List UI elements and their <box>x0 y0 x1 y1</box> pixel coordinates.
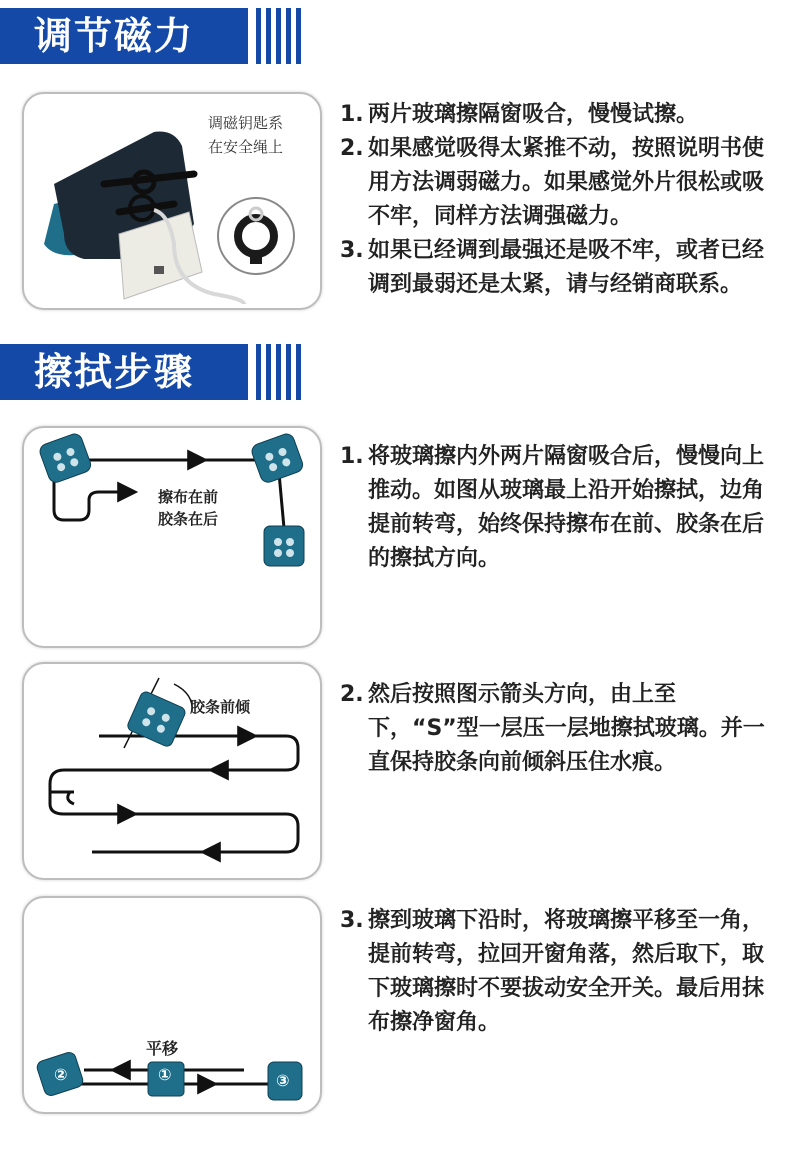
wipe-path-diagram-1 <box>24 428 320 646</box>
strip-back-label: 胶条在后 <box>158 510 219 528</box>
marker-3: ③ <box>276 1071 290 1090</box>
adjust-step-2: 2. 如果感觉吸得太紧推不动，按照说明书使用方法调弱磁力。如果感觉外片很松或吸不牢，同样方法调强磁力。 <box>340 136 765 229</box>
wipe-step-2: 2. 然后按照图示箭头方向，由上至下，“S”型一层压一层地擦拭玻璃。并一直保持胶条向前倾斜压住水痕。 <box>340 682 765 775</box>
wipe-step-1: 1. 将玻璃擦内外两片隔窗吸合后，慢慢向上推动。如图从玻璃最上沿开始擦拭，边角提前转弯，始终保持擦布在前、胶条在后的擦拭方向。 <box>340 444 765 571</box>
s-path-diagram <box>24 664 320 878</box>
key-label-line1: 调磁钥匙系 <box>208 114 284 132</box>
marker-1: ① <box>158 1065 172 1084</box>
adjust-illustration-panel <box>22 92 322 310</box>
translate-label: 平移 <box>146 1039 179 1058</box>
cloth-front-label: 擦布在前 <box>158 488 219 506</box>
section-title-wipe: 擦拭步骤 <box>34 350 195 394</box>
marker-2: ② <box>54 1065 68 1084</box>
header-stripes <box>256 8 308 64</box>
wipe-step1-panel <box>22 426 322 648</box>
wipe-step3-panel <box>22 896 322 1114</box>
wipe-step2-panel <box>22 662 322 880</box>
adjust-steps <box>340 98 780 302</box>
section-header-adjust <box>0 8 310 64</box>
strip-tilt-label: 胶条前倾 <box>190 698 251 716</box>
adjust-step-3: 3. 如果已经调到最强还是吸不牢，或者已经调到最弱还是太紧，请与经销商联系。 <box>340 238 765 297</box>
section-header-wipe <box>0 344 310 400</box>
adjust-step-1: 1. 两片玻璃擦隔窗吸合，慢慢试擦。 <box>340 102 699 127</box>
key-label-line2: 在安全绳上 <box>208 138 284 156</box>
header-stripes <box>256 344 308 400</box>
section-title-adjust: 调节磁力 <box>34 14 195 58</box>
wipe-step-3: 3. 擦到玻璃下沿时，将玻璃擦平移至一角，提前转弯，拉回开窗角落，然后取下，取下玻璃擦时不要拔动安全开关。最后用抹布擦净窗角。 <box>340 908 765 1035</box>
